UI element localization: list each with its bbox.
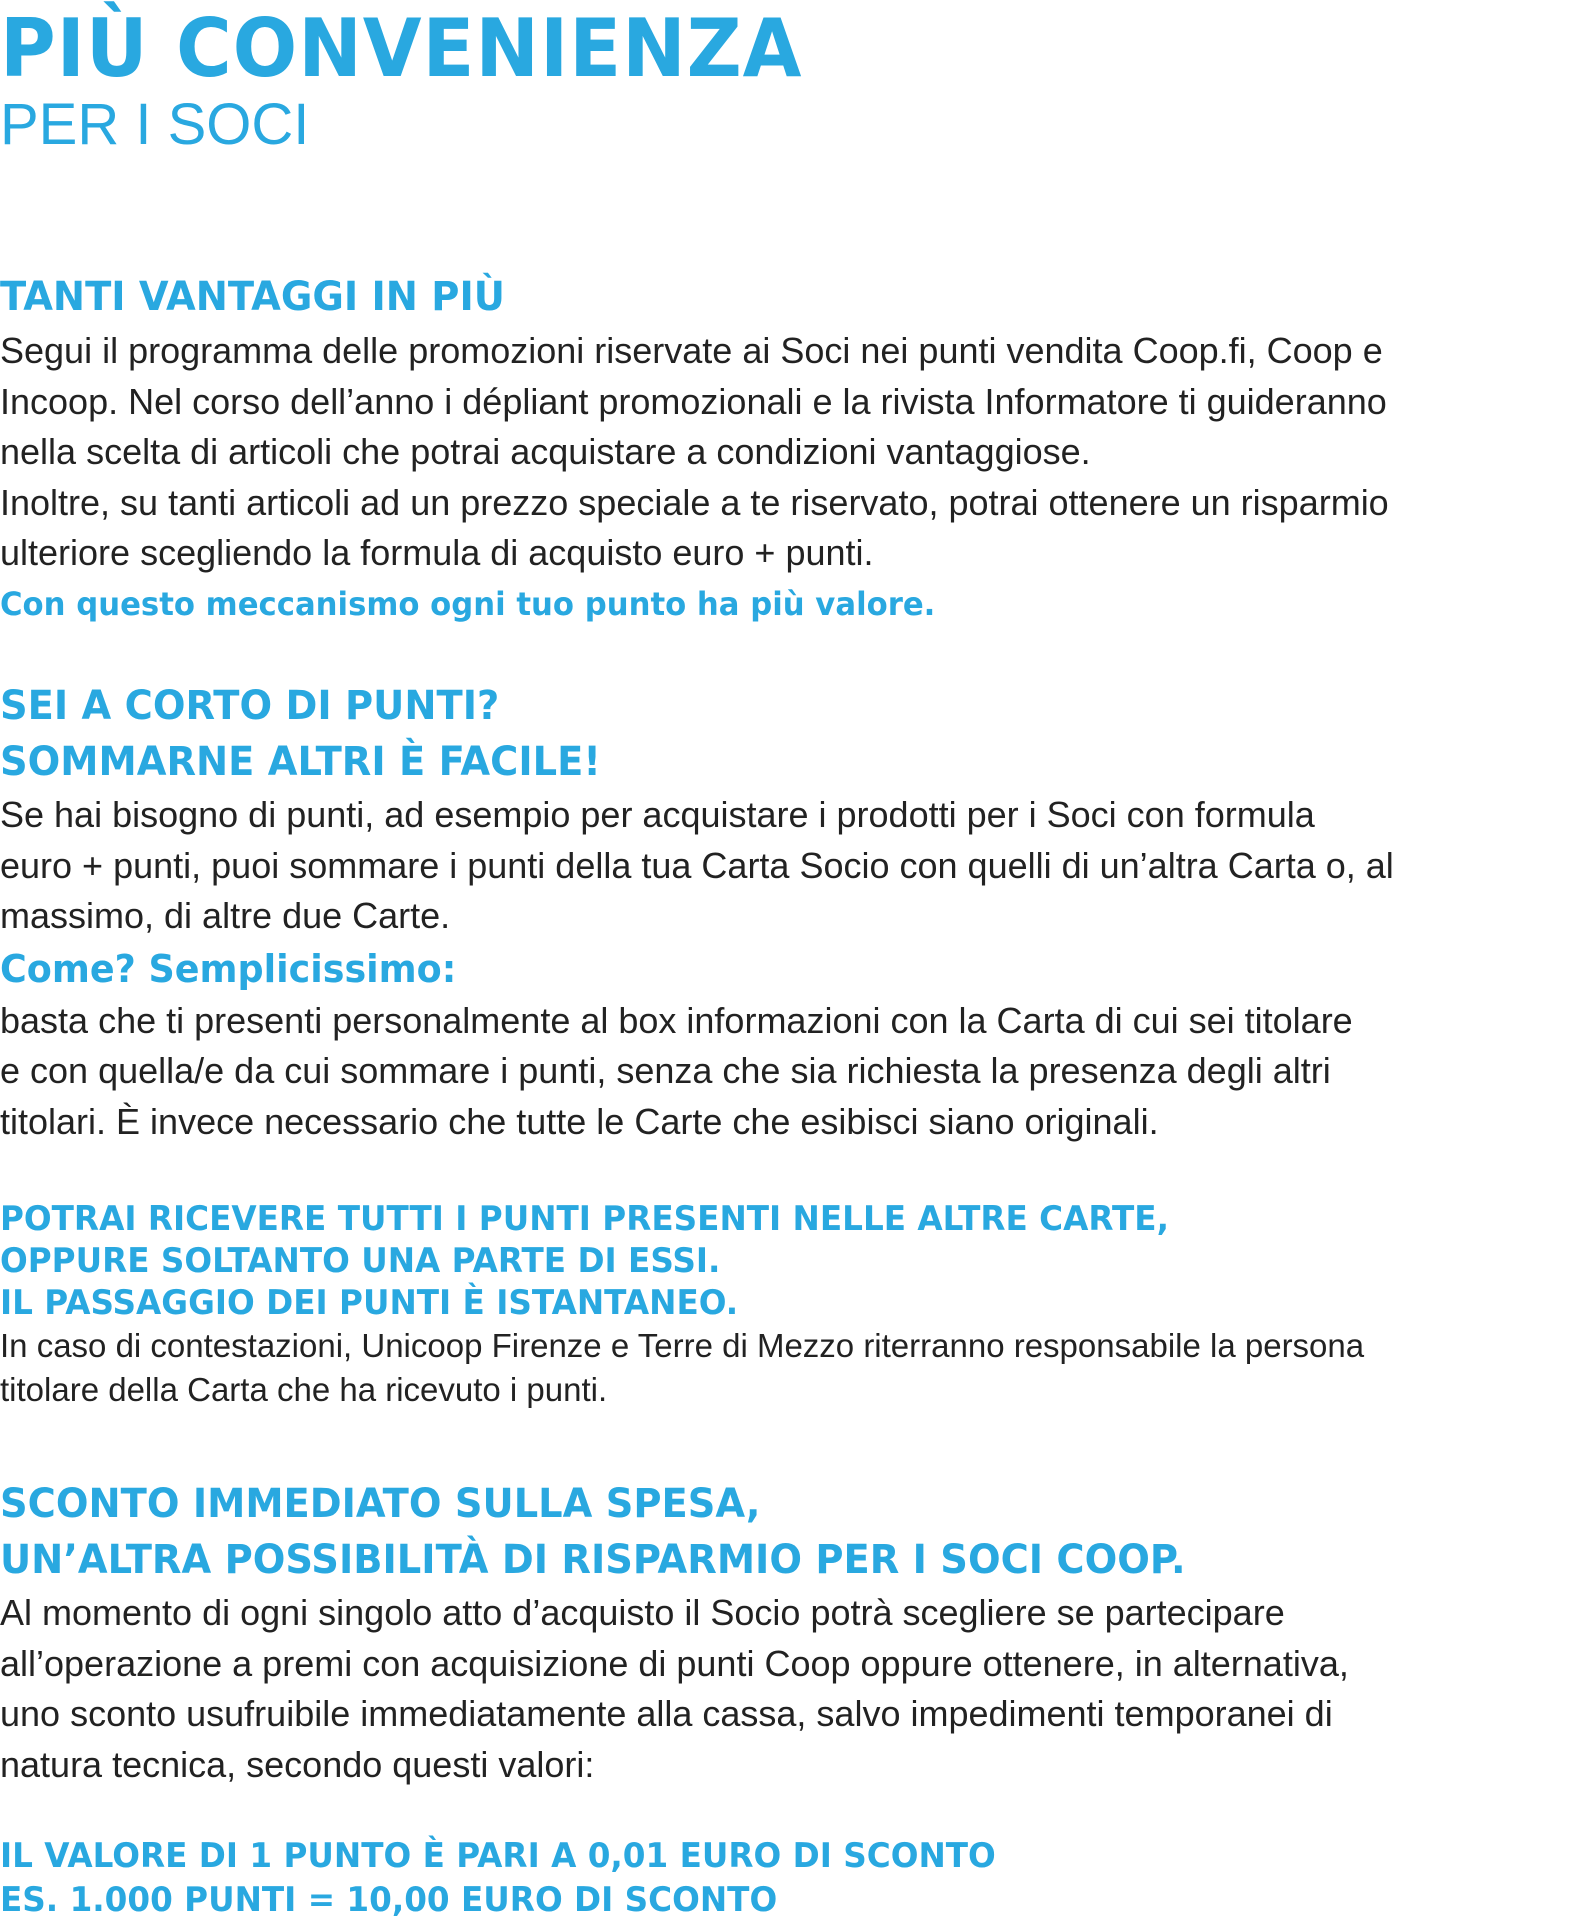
section-body-vantaggi <box>0 326 1590 579</box>
body-line: euro + punti, puoi sommare i punti della tua Carta Socio con quelli di un’altra Carta o, al <box>0 844 1394 886</box>
body-line: titolari. È invece necessario che tutte le Carte che esibisci siano originali. <box>0 1100 1159 1142</box>
body-line: titolare della Carta che ha ricevuto i punti. <box>0 1371 608 1408</box>
body-line: all’operazione a premi con acquisizione di punti Coop oppure ottenere, in alternativa, <box>0 1642 1349 1684</box>
section-body-come <box>0 996 1590 1148</box>
section-heading-passaggio <box>0 1198 1526 1324</box>
body-line: Incoop. Nel corso dell’anno i dépliant promozionali e la rivista Informatore ti guideranno <box>0 380 1387 422</box>
emphasis-text: Con questo meccanismo ogni tuo punto ha più valore. <box>0 584 936 623</box>
heading-line: POTRAI RICEVERE TUTTI I PUNTI PRESENTI NELLE ALTRE CARTE, <box>0 1199 1169 1239</box>
section-heading-sommare <box>0 678 1526 790</box>
subheading-come: Come? Semplicissimo: <box>0 946 457 991</box>
body-line: Inoltre, su tanti articoli ad un prezzo speciale a te riservato, potrai ottenere un risparmio <box>0 481 1389 523</box>
section-body-sconto <box>0 1588 1590 1790</box>
page-title: PIÙ CONVENIENZA <box>0 2 803 95</box>
section-sconto-immediato <box>0 1476 1590 1790</box>
body-line: ulteriore scegliendo la formula di acquisto euro + punti. <box>0 532 874 573</box>
heading-line: SOMMARNE ALTRI È FACILE! <box>0 739 601 785</box>
heading-line: IL PASSAGGIO DEI PUNTI È ISTANTANEO. <box>0 1283 739 1323</box>
heading-line: UN’ALTRA POSSIBILITÀ DI RISPARMIO PER I SOCI COOP. <box>0 1537 1186 1583</box>
heading-line: SCONTO IMMEDIATO SULLA SPESA, <box>0 1481 761 1527</box>
body-line: basta che ti presenti personalmente al box informazioni con la Carta di cui sei titolare <box>0 999 1353 1041</box>
body-line: natura tecnica, secondo questi valori: <box>0 1743 595 1785</box>
section-body-sommare <box>0 790 1590 942</box>
points-value-block <box>0 1834 1526 1922</box>
body-line: massimo, di altre due Carte. <box>0 895 451 936</box>
points-example-line: ES. 1.000 PUNTI = 10,00 EURO DI SCONTO <box>0 1880 778 1920</box>
body-line: Se hai bisogno di punti, ad esempio per acquistare i prodotti per i Soci con formula <box>0 794 1315 835</box>
body-line: nella scelta di articoli che potrai acquistare a condizioni vantaggiose. <box>0 431 1091 472</box>
heading-line: OPPURE SOLTANTO UNA PARTE DI ESSI. <box>0 1241 721 1281</box>
section-vantaggi <box>0 268 1590 629</box>
body-line: Al momento di ogni singolo atto d’acquisto il Socio potrà scegliere se partecipare <box>0 1592 1285 1633</box>
section-heading-sconto <box>0 1476 1526 1588</box>
body-line: Segui il programma delle promozioni riservate ai Soci nei punti vendita Coop.fi, Coop e <box>0 330 1383 371</box>
section-valore-punti <box>0 1834 1590 1922</box>
body-line: In caso di contestazioni, Unicoop Firenze e Terre di Mezzo riterranno responsabile la persona <box>0 1327 1365 1364</box>
body-line: uno sconto usufruibile immediatamente alla cassa, salvo impedimenti temporanei di <box>0 1693 1333 1734</box>
section-heading-vantaggi: TANTI VANTAGGI IN PIÙ <box>0 274 505 320</box>
body-line: e con quella/e da cui sommare i punti, senza che sia richiesta la presenza degli altri <box>0 1050 1331 1091</box>
section-sommare-punti <box>0 678 1590 1147</box>
heading-line: SEI A CORTO DI PUNTI? <box>0 683 500 729</box>
page-subtitle: PER I SOCI <box>0 92 310 157</box>
points-value-line: IL VALORE DI 1 PUNTO È PARI A 0,01 EURO DI SCONTO <box>0 1836 996 1876</box>
section-passaggio-punti <box>0 1198 1590 1412</box>
section-body-passaggio <box>0 1324 1590 1412</box>
